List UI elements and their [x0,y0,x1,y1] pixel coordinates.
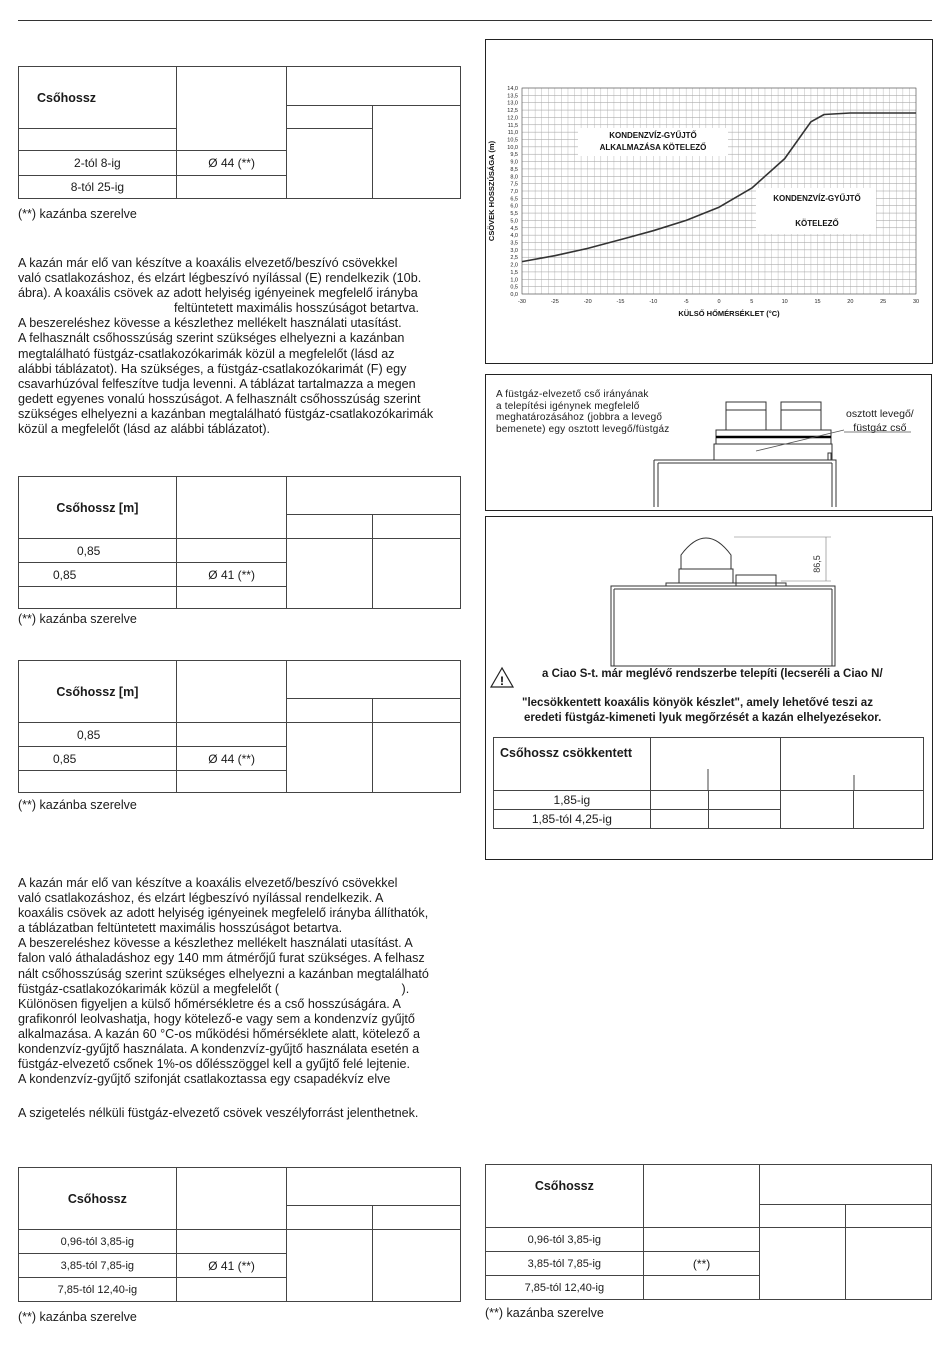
text-line: való csatlakozáshoz, és elzárt légbeszívó nyílással rendelkezik. A [18,891,384,906]
table-pipe-length-1 [18,66,461,199]
x-axis-label: KÜLSŐ HŐMÉRSÉKLET (°C) [678,309,780,318]
table-pipe-length-3 [18,660,461,793]
annotation-text: KÖTELEZŐ [795,219,839,228]
text-line: nált csőhosszúság szerint szükséges elhelyezni a kazánban megtalálható [18,966,429,981]
y-tick-label: 9,5 [510,152,518,159]
text-line: bemenete) egy osztott levegő/füstgáz [496,423,670,435]
table5-note: (**) kazánba szerelve [485,1306,604,1320]
y-tick-label: 13,5 [507,93,518,100]
text-line: A kondenzvíz-gyűjtő szifonját csatlakoztassa egy csapadékvíz elve [18,1072,391,1087]
text-line: falon való áthaladáshoz egy 140 mm átmérőjű furat szükséges. A felhasz [18,951,425,966]
chart-box [485,39,933,364]
text-line: ábra). A koaxális csövek az adott helyiség igényeinek megfelelő irányba [18,286,418,301]
table-cell [176,1230,287,1254]
y-tick-label: 2,0 [510,262,518,269]
y-tick-label: 8,0 [510,174,518,181]
y-tick-label: 3,0 [510,247,518,254]
annotation-text: ALKALMAZÁSA KÖTELEZŐ [599,143,707,152]
text-line: A kazán már elő van készítve a koaxális elvezető/beszívó csövekkel [18,876,398,890]
y-tick-label: 5,5 [510,211,518,218]
paragraph-1 [18,256,465,437]
y-tick-label: 4,5 [510,225,518,232]
table-cell: 0,85 [19,747,177,771]
y-tick-label: 0,5 [510,284,518,291]
table-cell: 3,85-tól 7,85-ig [19,1254,177,1278]
text-line: csavarhúzóval felfeszítve tudja levenni. A táblázat tartalmazza a megen [18,376,416,391]
table-cell: 0,85 [19,539,177,563]
table-cell: 7,85-tól 12,40-ig [486,1276,644,1300]
warning-text-1: a Ciao S-t. már meglévő rendszerbe telepíti (lecseréli a Ciao N/ [542,668,883,680]
x-tick-label: -20 [583,299,592,305]
table4-header: Csőhossz [19,1168,177,1230]
boiler-top-drawing [486,375,931,510]
condensate-chart [486,40,932,363]
table-cell: 8-tól 25-ig [19,176,177,199]
x-tick-label: -5 [683,299,689,305]
insulation-warning: A szigetelés nélküli füstgáz-elvezető csövek veszélyforrást jelenthetnek. [18,1106,419,1120]
x-tick-label: -10 [649,299,658,305]
table-cell [176,723,287,747]
text-line: füstgáz cső [853,422,907,434]
table-pipe-length-4 [18,1167,461,1302]
warning-text-3: eredeti füstgáz-kimeneti lyuk megőrzését a kazán elhelyezésekor. [524,712,882,724]
table-cell: 0,85 [19,563,177,587]
table-cell: 7,85-tól 12,40-ig [19,1278,177,1302]
table-cell: (**) [643,1252,760,1276]
table-cell [176,176,287,199]
dimension-label: 86,5 [812,555,822,573]
x-tick-label: 0 [717,299,721,305]
text-line: füstgáz-csatlakozókarimák közül a megfelelőt ( ). [18,981,410,996]
text-line: füstgáz-elvezető csőnek 1%-os dőlésszöggel kell a gyűjtő felé lejtenie. [18,1057,411,1072]
x-tick-label: -30 [518,299,526,305]
text-line: osztott levegő/ [846,408,914,420]
annotation-text: KONDENZVÍZ-GYŰJTŐ [773,194,861,203]
y-tick-label: 14,0 [507,86,518,92]
text-line: Különösen figyeljen a külső hőmérsékletre és a cső hosszúságára. A [18,996,401,1011]
x-tick-label: 20 [847,299,854,305]
diagram-reduced-elbow [485,516,933,860]
y-tick-label: 6,5 [510,196,518,203]
table5-header: Csőhossz [486,1165,644,1228]
table-cell [19,587,177,609]
svg-text:!: ! [500,674,504,688]
table-cell [176,587,287,609]
text-line: meghatározásához (jobbra a levegő [496,412,663,423]
text-line: alkalmazása. A kazán 60 °C-os működési hőmérséklete alatt, kötelező a [18,1026,420,1041]
y-tick-label: 12,5 [507,108,518,115]
text-line: feltüntetett maximális hosszúságot betartva. [174,301,420,316]
table-pipe-length-5 [485,1164,932,1300]
table-cell [176,1278,287,1302]
x-tick-label: 10 [781,299,788,305]
y-tick-label: 12,0 [507,115,518,122]
x-tick-label: -25 [550,299,559,305]
text-line: való csatlakozáshoz, és elzárt légbeszívó nyílással (E) rendelkezik (10b. [18,271,422,286]
text-line: a táblázatban feltüntetett maximális hosszúságot betartva. [18,921,343,936]
text-line: közül a megfelelőt (lásd az alábbi táblázatot). [18,422,271,437]
y-tick-label: 9,0 [510,159,518,166]
y-tick-label: 1,0 [510,277,518,284]
warning-text-2: "lecsökkentett koaxális könyök készlet", amely lehetővé teszi az [522,697,873,709]
y-tick-label: 10,0 [507,144,518,151]
table2-note: (**) kazánba szerelve [18,612,137,626]
table-cell [19,771,177,793]
table3-header: Csőhossz [m] [19,661,177,723]
table-cell: Ø 41 (**) [176,563,287,587]
text-line: megtalálható füstgáz-csatlakozókarimák közül a megfelelőt (lásd az [18,346,395,361]
x-tick-label: 5 [750,299,754,305]
table-cell: Ø 41 (**) [176,1254,287,1278]
y-tick-label: 4,0 [510,233,518,240]
table2-header: Csőhossz [m] [19,477,177,539]
y-tick-label: 13,0 [507,100,518,107]
table-cell: 0,96-tól 3,85-ig [486,1228,644,1252]
table-cell [643,1276,760,1300]
x-tick-label: 30 [912,299,920,305]
x-tick-label: -15 [616,299,625,305]
y-tick-label: 7,5 [510,181,518,188]
table3-note: (**) kazánba szerelve [18,798,137,812]
text-line: A kazán már elő van készítve a koaxális elvezető/beszívó csövekkel [18,256,398,270]
diagram-split-pipe [485,374,932,511]
y-tick-label: 11,5 [507,122,518,129]
warning-icon [491,668,513,688]
table4-note: (**) kazánba szerelve [18,1310,137,1324]
table-cell: Ø 44 (**) [176,151,287,176]
table-cell: 3,85-tól 7,85-ig [486,1252,644,1276]
y-tick-label: 3,5 [510,240,518,247]
paragraph-2 [18,876,465,1087]
y-tick-label: 5,0 [510,218,518,225]
table-cell: 1,85-ig [494,791,651,810]
y-tick-label: 6,0 [510,203,518,210]
table-cell [176,771,287,793]
table-cell: 0,96-tól 3,85-ig [19,1230,177,1254]
text-line: szükséges elhelyezni a kazánban megtalálható füstgáz-csatlakozókarimák [18,406,434,421]
y-tick-label: 8,5 [510,166,518,173]
y-tick-label: 7,0 [510,189,518,195]
table-pipe-length-2 [18,476,461,609]
y-tick-label: 10,5 [507,137,518,144]
table6-header: Csőhossz csökkentett [494,738,651,791]
top-rule [18,20,932,21]
text-line: A füstgáz-elvezető cső irányának [496,389,649,400]
table-cell [643,1228,760,1252]
text-line: gedett egyenes vonalú hosszúságot. A felhasznált csőhosszúság szerint [18,391,421,406]
table-cell: Ø 44 (**) [176,747,287,771]
text-line: a telepítési igénynek megfelelő [496,400,640,412]
text-line: A felhasznált csőhosszúság szerint szükséges elhelyezni a kazánban [18,331,405,346]
y-tick-label: 2,5 [510,255,518,262]
text-line: alábbi táblázatot). Ha szükséges, a füstgáz-csatlakozókarimát (F) egy [18,361,407,376]
annotation-text: KONDENZVÍZ-GYŰJTŐ [609,131,697,140]
table-cell: 1,85-tól 4,25-ig [494,810,651,829]
text-line: kondenzvíz-gyűjtő használata. A kondenzvíz-gyűjtő használata esetén a [18,1042,420,1057]
table-cell [176,539,287,563]
y-tick-label: 0,0 [510,292,518,298]
y-tick-label: 11,0 [507,130,518,137]
table1-header: Csőhossz [19,67,177,129]
text-line: grafikonról leolvashatja, hogy kötelező-e vagy sem a kondenzvíz gyűjtő [18,1011,415,1026]
table1-note: (**) kazánba szerelve [18,207,137,221]
text-line: koaxális csövek az adott helyiség igényeinek megfelelő irányba állíthatók, [18,906,429,921]
y-axis-label: CSÖVEK HOSSZÚSÁGA (m) [487,140,496,242]
text-line: A beszereléshez kövesse a készlethez mellékelt használati utasítást. A [18,936,413,951]
x-tick-label: 15 [814,299,821,305]
table-reduced-elbow [493,737,924,829]
text-line: A beszereléshez kövesse a készlethez mellékelt használati utasítást. [18,316,402,331]
table-cell: 2-tól 8-ig [19,151,177,176]
table-cell: 0,85 [19,723,177,747]
y-tick-label: 1,5 [510,269,518,276]
x-tick-label: 25 [880,299,887,305]
